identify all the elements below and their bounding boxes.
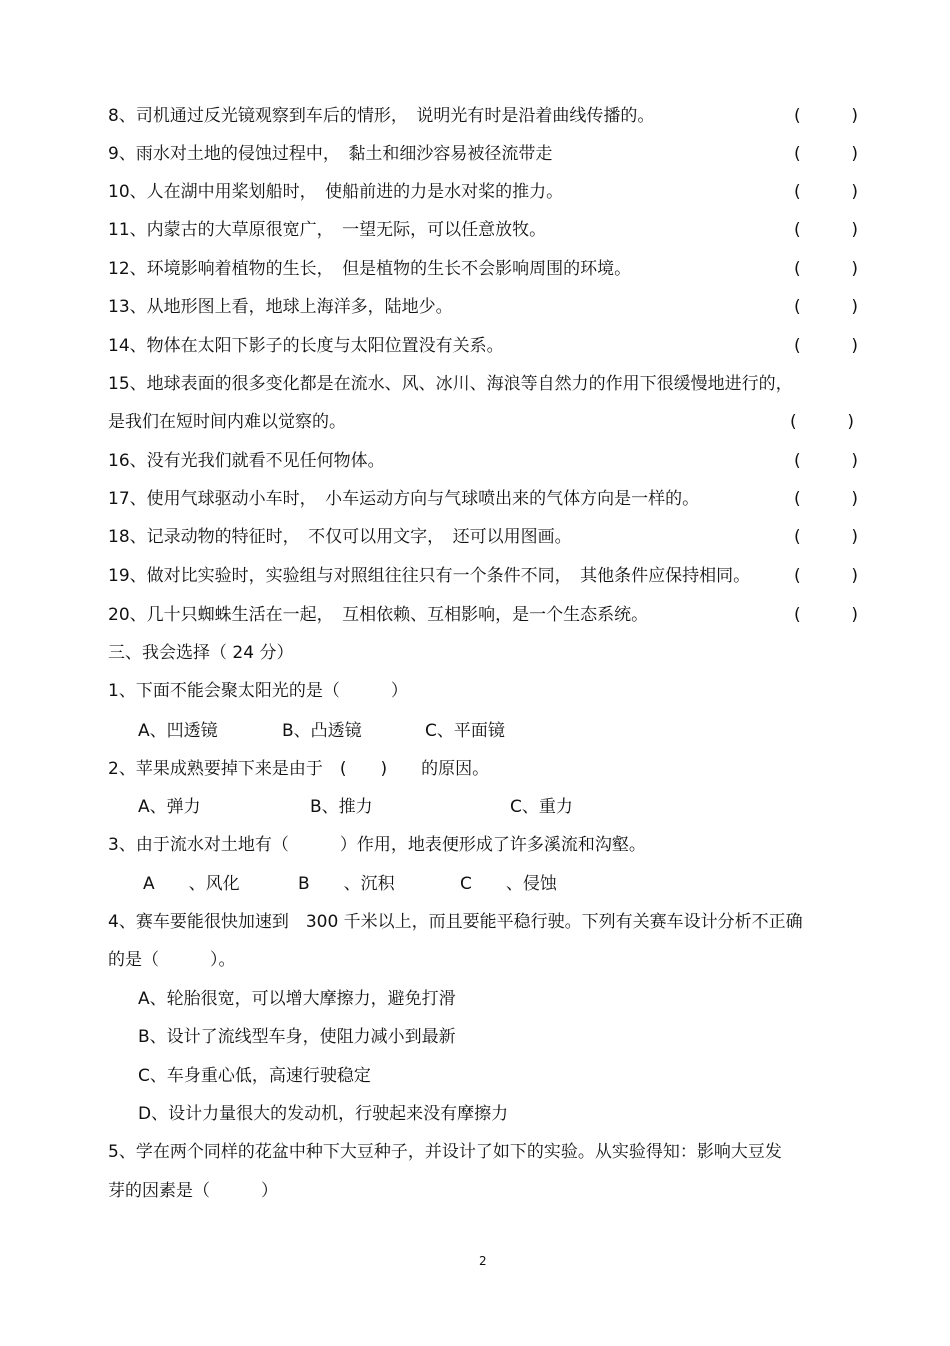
- question-stem: 1、下面不能会聚太阳光的是（ ）: [108, 681, 408, 701]
- judgment-item-continued: 是我们在短时间内难以觉察的。: [108, 412, 346, 432]
- judgment-item: 13、从地形图上看，地球上海洋多，陆地少。: [108, 297, 453, 317]
- option-b[interactable]: B、设计了流线型车身，使阻力减小到最新: [138, 1027, 456, 1047]
- answer-parentheses[interactable]: ( ): [794, 527, 858, 547]
- judgment-item: 15、地球表面的很多变化都是在流水、风、冰川、海浪等自然力的作用下很缓慢地进行的，: [108, 374, 793, 394]
- answer-parentheses[interactable]: ( ): [794, 297, 858, 317]
- answer-parentheses[interactable]: ( ): [794, 451, 858, 471]
- option-a[interactable]: A、轮胎很宽，可以增大摩擦力，避免打滑: [138, 989, 456, 1009]
- option-b[interactable]: B 、沉积: [298, 874, 395, 894]
- option-a[interactable]: A、凹透镜: [138, 721, 218, 741]
- answer-parentheses[interactable]: ( ): [794, 144, 858, 164]
- question-stem-continued: 芽的因素是（ ）: [108, 1181, 278, 1201]
- question-stem: 4、赛车要能很快加速到 300 千米以上，而且要能平稳行驶。下列有关赛车设计分析不正确: [108, 912, 803, 932]
- judgment-item: 17、使用气球驱动小车时， 小车运动方向与气球喷出来的气体方向是一样的。: [108, 489, 700, 509]
- judgment-item: 16、没有光我们就看不见任何物体。: [108, 451, 385, 471]
- judgment-item: 19、做对比实验时，实验组与对照组往往只有一个条件不同， 其他条件应保持相同。: [108, 566, 751, 586]
- option-c[interactable]: C、重力: [510, 797, 573, 817]
- judgment-item: 11、内蒙古的大草原很宽广， 一望无际，可以任意放牧。: [108, 220, 547, 240]
- answer-parentheses[interactable]: ( ): [794, 566, 858, 586]
- judgment-item: 9、雨水对土地的侵蚀过程中， 黏土和细沙容易被径流带走: [108, 144, 553, 164]
- judgment-item: 8、司机通过反光镜观察到车后的情形， 说明光有时是沿着曲线传播的。: [108, 106, 655, 126]
- answer-parentheses[interactable]: ( ): [794, 259, 858, 279]
- answer-parentheses[interactable]: ( ): [794, 106, 858, 126]
- option-c[interactable]: C、车身重心低，高速行驶稳定: [138, 1066, 371, 1086]
- question-stem: 3、由于流水对土地有（ ）作用，地表便形成了许多溪流和沟壑。: [108, 835, 646, 855]
- option-b[interactable]: B、凸透镜: [282, 721, 362, 741]
- answer-parentheses[interactable]: ( ): [794, 605, 858, 625]
- answer-parentheses[interactable]: ( ): [790, 412, 854, 432]
- option-c[interactable]: C 、侵蚀: [460, 874, 557, 894]
- option-a[interactable]: A 、风化: [143, 874, 240, 894]
- page-number: 2: [479, 1254, 487, 1268]
- answer-parentheses[interactable]: ( ): [794, 182, 858, 202]
- judgment-item: 18、记录动物的特征时， 不仅可以用文字， 还可以用图画。: [108, 527, 572, 547]
- option-c[interactable]: C、平面镜: [425, 721, 505, 741]
- option-a[interactable]: A、弹力: [138, 797, 201, 817]
- question-stem: 2、苹果成熟要掉下来是由于 ( ) 的原因。: [108, 759, 490, 779]
- question-stem: 5、学在两个同样的花盆中种下大豆种子，并设计了如下的实验。从实验得知：影响大豆发: [108, 1142, 782, 1162]
- option-d[interactable]: D、设计力量很大的发动机，行驶起来没有摩擦力: [138, 1104, 509, 1124]
- section-title: 三、我会选择（ 24 分）: [108, 643, 294, 663]
- answer-parentheses[interactable]: ( ): [794, 489, 858, 509]
- option-b[interactable]: B、推力: [310, 797, 373, 817]
- answer-parentheses[interactable]: ( ): [794, 220, 858, 240]
- judgment-item: 14、物体在太阳下影子的长度与太阳位置没有关系。: [108, 336, 504, 356]
- judgment-item: 20、几十只蜘蛛生活在一起， 互相依赖、互相影响，是一个生态系统。: [108, 605, 649, 625]
- question-stem-continued: 的是（ ）。: [108, 950, 236, 970]
- judgment-item: 12、环境影响着植物的生长， 但是植物的生长不会影响周围的环境。: [108, 259, 632, 279]
- answer-parentheses[interactable]: ( ): [794, 336, 858, 356]
- judgment-item: 10、人在湖中用桨划船时， 使船前进的力是水对桨的推力。: [108, 182, 564, 202]
